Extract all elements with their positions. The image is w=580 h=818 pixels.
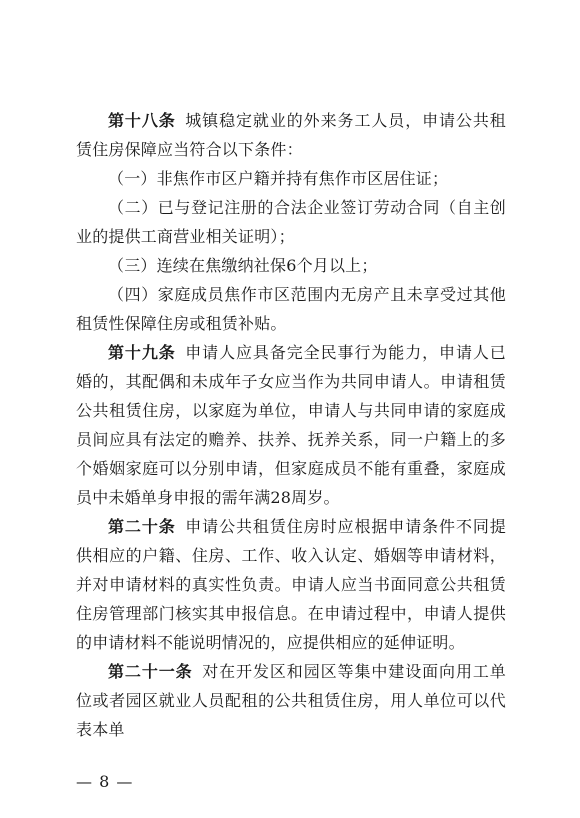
paragraph-text: 申请人应具备完全民事行为能力，申请人已婚的，其配偶和未成年子女应当作为共同申请人。申请租赁公共租赁住房，以家庭为单位，申请人与共同申请的家庭成员间应具有法定的赡养、扶养、抚养关系，同一户籍上的多个婚姻家庭可以分别申请，但家庭成员不能有重叠，家庭成员中未婚单身申报的需年满28周岁。 — [76, 343, 506, 507]
condition-item-3 — [76, 251, 506, 280]
article-19-paragraph — [76, 338, 506, 512]
condition-item-2 — [76, 193, 506, 251]
page-number: — 8 — — [76, 772, 134, 791]
paragraph-text: （一）非焦作市区户籍并持有焦作市区居住证； — [108, 169, 449, 188]
article-number: 第二十一条 — [108, 662, 193, 681]
article-number: 第十九条 — [108, 343, 176, 362]
article-18-paragraph — [76, 106, 506, 164]
article-number: 第十八条 — [108, 111, 176, 130]
paragraph-text: 对在开发区和园区等集中建设面向用工单位或者园区就业人员配租的公共租赁住房，用人单位可以代表本单 — [76, 662, 506, 739]
condition-item-4 — [76, 280, 506, 338]
paragraph-text: （二）已与登记注册的合法企业签订劳动合同（自主创业的提供工商营业相关证明）； — [76, 198, 506, 246]
article-number: 第二十条 — [108, 517, 176, 536]
condition-item-1 — [76, 164, 506, 193]
document-body — [76, 106, 506, 744]
paragraph-text: （三）连续在焦缴纳社保6个月以上； — [108, 256, 378, 275]
article-20-paragraph — [76, 512, 506, 657]
paragraph-text: （四）家庭成员焦作市区范围内无房产且未享受过其他租赁性保障住房或租赁补贴。 — [76, 285, 506, 333]
paragraph-text: 申请公共租赁住房时应根据申请条件不同提供相应的户籍、住房、工作、收入认定、婚姻等申请材料，并对申请材料的真实性负责。申请人应当书面同意公共租赁住房管理部门核实其申报信息。在申请过程中，申请人提供的申请材料不能说明情况的，应提供相应的延伸证明。 — [76, 517, 506, 652]
article-21-paragraph — [76, 657, 506, 744]
paragraph-text: 城镇稳定就业的外来务工人员，申请公共租赁住房保障应当符合以下条件： — [76, 111, 506, 159]
